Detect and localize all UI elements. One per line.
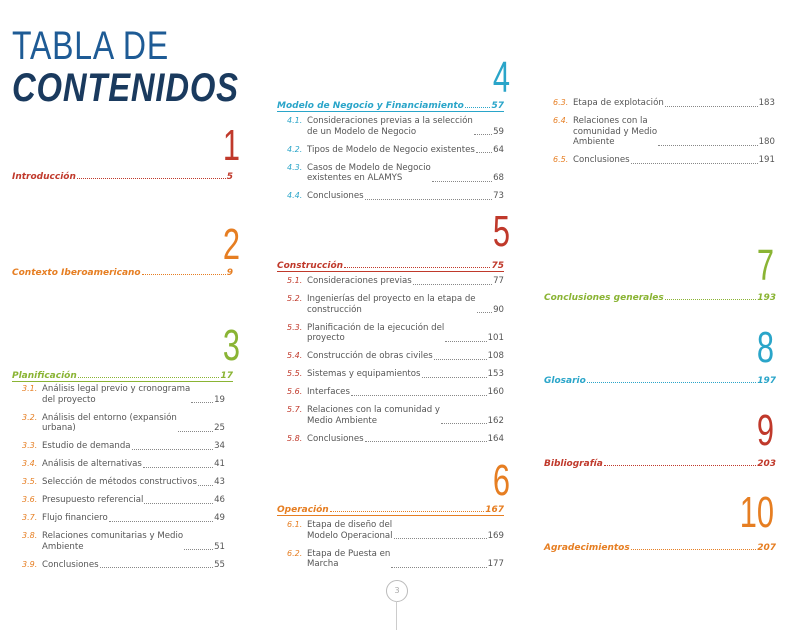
entry-body	[307, 294, 504, 315]
entry-title: Estudio de demanda	[42, 441, 131, 451]
toc-entry[interactable]	[287, 163, 504, 184]
dot-leader	[658, 145, 757, 146]
entry-number: 3.1.	[22, 384, 38, 393]
toc-entry[interactable]	[22, 560, 225, 571]
entry-number: 3.7.	[22, 513, 38, 522]
entry-number: 6.5.	[553, 155, 569, 164]
dot-leader	[77, 178, 226, 179]
dot-leader	[394, 538, 487, 539]
chapter-page: 203	[757, 459, 776, 469]
entry-body	[307, 520, 504, 541]
entry-number: 3.6.	[22, 495, 38, 504]
chapter-number: 5	[492, 207, 510, 256]
entry-page: 19	[214, 394, 225, 405]
entry-body	[307, 387, 504, 398]
entry-body	[307, 276, 504, 287]
entry-body	[307, 369, 504, 380]
toc-entry[interactable]	[287, 323, 504, 344]
chapter-title: Construcción	[277, 261, 344, 271]
entry-title: Presupuesto referencial	[42, 495, 144, 505]
entry-page: 108	[487, 351, 504, 361]
entry-page: 101	[487, 333, 504, 343]
entry-page: 49	[214, 513, 225, 523]
dot-leader	[665, 106, 758, 107]
toc-entry[interactable]	[287, 387, 504, 398]
dot-leader	[109, 521, 213, 522]
page-number: 3	[386, 580, 408, 602]
chapter-title: Modelo de Negocio y Financiamiento	[277, 101, 464, 111]
chapter-title: Contexto Iberoamericano	[12, 268, 141, 278]
toc-entry[interactable]	[287, 116, 504, 137]
entry-number: 5.8.	[287, 433, 303, 443]
chapter-heading[interactable]	[544, 374, 776, 386]
dot-leader	[476, 152, 492, 153]
entry-page: 177	[487, 559, 504, 569]
entry-number: 3.4.	[22, 459, 38, 468]
toc-entry[interactable]	[22, 459, 225, 470]
entry-page: 41	[214, 459, 225, 469]
title-line-1: TABLA DE	[12, 24, 169, 68]
entry-number: 3.2.	[22, 412, 38, 422]
chapter-page: 75	[491, 261, 504, 271]
entry-number: 6.3.	[553, 98, 569, 107]
entry-page: 90	[493, 304, 504, 315]
chapter-number: 2	[222, 220, 240, 269]
dot-leader	[587, 382, 756, 383]
entry-number: 3.3.	[22, 441, 38, 450]
entry-title: Análisis legal previo y cronograma del proyecto	[42, 384, 191, 405]
entry-title: Ingenierías del proyecto en la etapa de construcción	[307, 294, 476, 315]
entry-body	[307, 116, 504, 137]
chapter-heading[interactable]	[544, 541, 776, 553]
entry-title: Relaciones con la comunidad y Medio Ambiente	[573, 116, 658, 147]
entry-page: 183	[758, 98, 775, 108]
entry-page: 43	[214, 477, 225, 487]
entry-page: 164	[487, 433, 504, 444]
chapter-title: Agradecimientos	[544, 543, 630, 553]
page-number-line	[396, 601, 397, 630]
entry-page: 46	[214, 495, 225, 505]
entry-number: 5.1.	[287, 276, 303, 285]
entry-number: 3.5.	[22, 477, 38, 486]
title-line-2: CONTENIDOS	[12, 66, 239, 110]
toc-entry[interactable]	[22, 531, 225, 552]
entry-body	[307, 351, 504, 362]
entry-body	[42, 560, 225, 571]
toc-entry[interactable]	[287, 369, 504, 380]
chapter-number: 1	[222, 121, 240, 170]
entry-page: 160	[487, 387, 504, 397]
dot-leader	[422, 377, 487, 378]
entry-body	[42, 513, 225, 524]
dot-leader	[142, 274, 226, 275]
entry-body	[307, 405, 504, 426]
dot-leader	[351, 395, 487, 396]
dot-leader	[330, 511, 484, 512]
dot-leader	[631, 549, 757, 550]
toc-entry[interactable]	[22, 384, 225, 405]
entry-body	[42, 413, 225, 434]
entry-number: 3.8.	[22, 531, 38, 540]
dot-leader	[434, 359, 487, 360]
dot-leader	[191, 402, 213, 403]
dot-leader	[144, 503, 213, 504]
entry-body	[42, 531, 225, 552]
entry-title: Selección de métodos constructivos	[42, 477, 197, 487]
entry-number: 4.2.	[287, 144, 303, 154]
entry-page: 59	[493, 126, 504, 137]
entry-number: 5.6.	[287, 387, 303, 396]
entry-title: Relaciones con la comunidad y Medio Ambiente	[307, 405, 441, 426]
dot-leader	[143, 467, 213, 468]
entry-page: 25	[214, 423, 225, 433]
dot-leader	[413, 284, 492, 285]
entry-title: Interfaces	[307, 387, 350, 397]
toc-entry[interactable]	[22, 477, 225, 488]
entry-body	[42, 384, 225, 405]
entry-title: Casos de Modelo de Negocio existentes en ALAMYS	[307, 162, 431, 183]
entry-body	[307, 145, 504, 156]
entry-page: 68	[493, 173, 504, 183]
entry-number: 5.7.	[287, 405, 303, 414]
entry-body	[42, 459, 225, 470]
entry-page: 169	[487, 530, 504, 541]
entry-body	[307, 191, 504, 202]
entry-title: Etapa de explotación	[573, 98, 664, 108]
dot-leader	[604, 465, 756, 466]
entry-number: 3.9.	[22, 559, 38, 569]
entry-title: Planificación de la ejecución del proyecto	[307, 322, 445, 343]
entry-page: 162	[487, 415, 504, 426]
toc-entry[interactable]	[22, 441, 225, 452]
chapter-page: 207	[757, 543, 776, 553]
chapter-heading[interactable]	[277, 99, 504, 112]
dot-leader	[631, 163, 758, 164]
dot-leader	[365, 199, 492, 200]
entry-body	[307, 549, 504, 570]
toc-entry[interactable]	[22, 413, 225, 434]
entry-body	[573, 98, 775, 109]
dot-leader	[365, 441, 487, 442]
entry-title: Flujo financiero	[42, 513, 108, 523]
dot-leader	[178, 431, 213, 432]
chapter-title: Planificación	[12, 371, 77, 381]
dot-leader	[198, 485, 213, 486]
toc-entry[interactable]	[287, 276, 504, 287]
entry-title: Conclusiones	[573, 155, 630, 165]
chapter-page: 9	[226, 268, 233, 278]
chapter-page: 193	[757, 293, 776, 303]
chapter-heading[interactable]	[277, 259, 504, 272]
toc-entry[interactable]	[287, 294, 504, 315]
toc-entry[interactable]	[553, 98, 775, 109]
entry-title: Análisis del entorno (expansión urbana)	[42, 412, 177, 433]
chapter-number: 4	[492, 53, 510, 102]
chapter-number: 10	[739, 488, 774, 537]
entry-number: 4.4.	[287, 191, 303, 200]
entry-page: 55	[214, 559, 225, 570]
toc-entry[interactable]	[287, 520, 504, 541]
toc-entry[interactable]	[287, 351, 504, 362]
entry-page: 64	[493, 144, 504, 155]
entry-title: Conclusiones	[307, 191, 364, 201]
toc-entry[interactable]	[22, 495, 225, 506]
entry-number: 6.1.	[287, 520, 303, 529]
entry-number: 5.2.	[287, 294, 303, 303]
entry-number: 5.5.	[287, 369, 303, 378]
dot-leader	[184, 549, 213, 550]
entry-body	[307, 323, 504, 344]
dot-leader	[445, 341, 486, 342]
chapter-heading[interactable]	[544, 457, 776, 469]
entry-page: 51	[214, 541, 225, 552]
entry-page: 34	[214, 441, 225, 451]
chapter-title: Conclusiones generales	[544, 293, 664, 303]
dot-leader	[344, 267, 490, 268]
dot-leader	[391, 567, 486, 568]
chapter-heading[interactable]	[12, 170, 233, 182]
entry-page: 153	[487, 369, 504, 379]
chapter-title: Operación	[277, 505, 329, 515]
chapter-page: 57	[491, 101, 504, 111]
entry-page: 191	[758, 155, 775, 165]
toc-entry[interactable]	[22, 513, 225, 524]
chapter-number: 3	[222, 321, 240, 370]
entry-page: 77	[493, 276, 504, 286]
chapter-heading[interactable]	[12, 266, 233, 278]
entry-title: Sistemas y equipamientos	[307, 369, 421, 379]
chapter-heading[interactable]	[277, 503, 504, 516]
toc-entry[interactable]	[287, 145, 504, 156]
dot-leader	[474, 134, 492, 135]
chapter-heading[interactable]	[544, 291, 776, 303]
entry-number: 6.4.	[553, 116, 569, 125]
dot-leader	[100, 567, 213, 568]
entry-title: Construcción de obras civiles	[307, 351, 433, 361]
entry-body	[42, 477, 225, 488]
chapter-number: 7	[756, 241, 774, 290]
entry-number: 4.3.	[287, 162, 303, 172]
chapter-page: 5	[226, 172, 233, 182]
toc-entry[interactable]	[287, 434, 504, 445]
entry-title: Análisis de alternativas	[42, 459, 142, 469]
entry-title: Tipos de Modelo de Negocio existentes	[307, 144, 475, 155]
entry-title: Relaciones comunitarias y Medio Ambiente	[42, 531, 184, 552]
dot-leader	[132, 449, 213, 450]
entry-title: Etapa de diseño del Modelo Operacional	[307, 520, 393, 541]
toc-entry[interactable]	[287, 549, 504, 570]
entry-title: Conclusiones	[307, 433, 364, 444]
chapter-title: Bibliografía	[544, 459, 603, 469]
dot-leader	[432, 181, 492, 182]
dot-leader	[441, 423, 487, 424]
chapter-page: 167	[485, 505, 504, 515]
entry-body	[573, 155, 775, 166]
entry-body	[42, 495, 225, 506]
toc-entry[interactable]	[553, 155, 775, 166]
entry-body	[307, 434, 504, 445]
chapter-number: 9	[756, 406, 774, 455]
entry-number: 6.2.	[287, 548, 303, 558]
toc-entry[interactable]	[553, 116, 775, 148]
entry-body	[42, 441, 225, 452]
chapter-heading[interactable]	[12, 369, 233, 382]
chapter-number: 8	[756, 323, 774, 372]
toc-entry[interactable]	[287, 191, 504, 202]
entry-page: 180	[758, 137, 775, 147]
chapter-page: 17	[220, 371, 233, 381]
entry-page: 73	[493, 191, 504, 201]
chapter-title: Introducción	[12, 172, 76, 182]
entry-body	[573, 116, 775, 148]
entry-title: Consideraciones previas	[307, 276, 412, 286]
entry-number: 5.3.	[287, 322, 303, 332]
dot-leader	[477, 312, 492, 313]
entry-title: Consideraciones previas a la selección de un Modelo de Negocio	[307, 116, 473, 137]
entry-number: 4.1.	[287, 116, 303, 125]
dot-leader	[78, 377, 220, 378]
toc-entry[interactable]	[287, 405, 504, 426]
chapter-page: 197	[757, 376, 776, 386]
dot-leader	[465, 107, 491, 108]
entry-body	[307, 163, 504, 184]
entry-number: 5.4.	[287, 351, 303, 360]
entry-title: Conclusiones	[42, 559, 99, 570]
chapter-title: Glosario	[544, 376, 586, 386]
dot-leader	[665, 299, 756, 300]
chapter-number: 6	[492, 456, 510, 505]
entry-title: Etapa de Puesta en Marcha	[307, 548, 391, 569]
